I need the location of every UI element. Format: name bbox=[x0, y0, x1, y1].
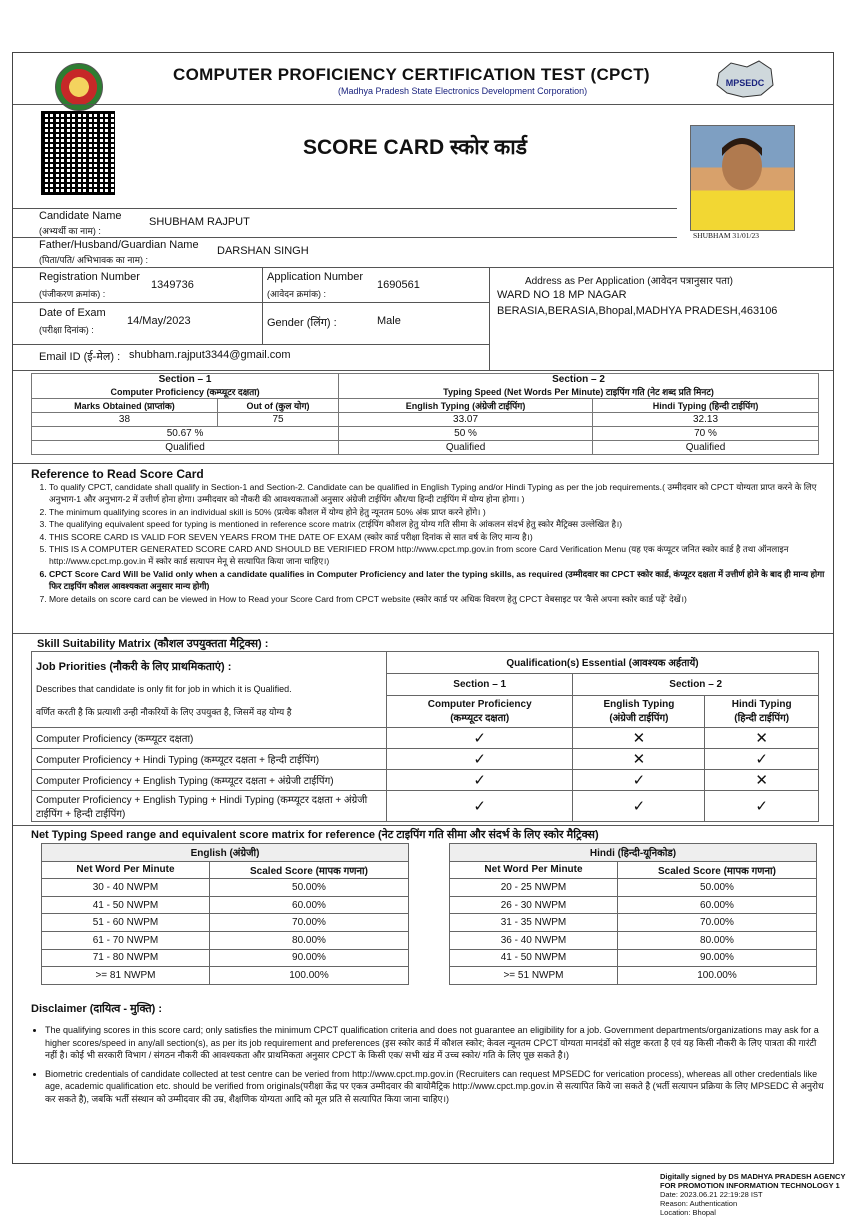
score-card-page bbox=[12, 52, 834, 1164]
candidate-photo bbox=[690, 125, 795, 231]
disclaimer-list bbox=[31, 1024, 827, 1106]
wpm-cell: 41 - 50 NWPM bbox=[42, 896, 210, 914]
score-cell: 100.00% bbox=[209, 967, 408, 985]
skill-row-label: Computer Proficiency + English Typing + Hindi Typing (कम्प्यूटर दक्षता + अंग्रेजी टाईपिंग + हिन्दी टाईपिंग) bbox=[32, 791, 387, 822]
skill-matrix-table bbox=[31, 651, 819, 822]
wpm-cell: >= 81 NWPM bbox=[42, 967, 210, 985]
english-status: Qualified bbox=[339, 441, 593, 455]
score-cell: 50.00% bbox=[209, 879, 408, 897]
marks-obtained: 38 bbox=[32, 413, 218, 427]
score-cell: 60.00% bbox=[209, 896, 408, 914]
score-cell: 90.00% bbox=[209, 949, 408, 967]
hindi-table-title: Hindi (हिन्दी-यूनिकोड) bbox=[450, 844, 817, 862]
table-row bbox=[42, 967, 409, 985]
wpm-cell: 30 - 40 NWPM bbox=[42, 879, 210, 897]
reference-list-wrap bbox=[31, 481, 827, 605]
section-1-status: Qualified bbox=[32, 441, 339, 455]
score-cell: 60.00% bbox=[617, 896, 816, 914]
english-speed: 33.07 bbox=[339, 413, 593, 427]
score-cell: 80.00% bbox=[209, 931, 408, 949]
divider bbox=[13, 344, 489, 345]
date-label-hi: (परीक्षा दिनांक) : bbox=[39, 325, 94, 335]
hindi-status: Qualified bbox=[593, 441, 819, 455]
name-label: Candidate Name bbox=[39, 210, 122, 222]
english-typing-header: English Typing (अंग्रेजी टाईपिंग) bbox=[339, 399, 593, 413]
wpm-cell: 36 - 40 NWPM bbox=[450, 931, 618, 949]
score-cell: 90.00% bbox=[617, 949, 816, 967]
table-row bbox=[32, 791, 819, 822]
section-1-title: Section – 1 bbox=[158, 374, 212, 385]
cross-icon: ✕ bbox=[705, 770, 819, 791]
check-icon: ✓ bbox=[387, 728, 573, 749]
name-label-hi: (अभ्यर्थी का नाम) : bbox=[39, 226, 101, 236]
gender-label: Gender (लिंग) : bbox=[267, 317, 337, 329]
skill-title: Skill Suitability Matrix (कौशल उपयुक्तता मैट्रिक्स) : bbox=[37, 638, 269, 650]
table-row bbox=[42, 896, 409, 914]
cross-icon: ✕ bbox=[573, 749, 705, 770]
signature-line: Digitally signed by DS MADHYA PRADESH AGENCY bbox=[660, 1172, 846, 1181]
skill-section-1: Section – 1 bbox=[387, 673, 573, 695]
wpm-cell: 71 - 80 NWPM bbox=[42, 949, 210, 967]
mpsedc-logo-text: MPSEDC bbox=[725, 78, 765, 88]
candidate-name: SHUBHAM RAJPUT bbox=[149, 216, 250, 228]
score-header: Scaled Score (मापक गणना) bbox=[617, 861, 816, 879]
skill-row-label: Computer Proficiency + English Typing (कम्प्यूटर दक्षता + अंग्रेजी टाईपिंग) bbox=[32, 770, 387, 791]
section-2-subtitle: Typing Speed (Net Words Per Minute) टाइपिंग गति (नेट शब्द प्रति मिनट) bbox=[443, 387, 714, 397]
hindi-speed: 32.13 bbox=[593, 413, 819, 427]
person-icon bbox=[691, 126, 794, 230]
wpm-cell: 31 - 35 NWPM bbox=[450, 914, 618, 932]
qr-code-icon bbox=[41, 111, 115, 195]
table-row bbox=[450, 879, 817, 897]
check-icon: ✓ bbox=[705, 749, 819, 770]
father-name: DARSHAN SINGH bbox=[217, 245, 309, 257]
signature-line: Reason: Authentication bbox=[660, 1199, 738, 1208]
section-1-percent: 50.67 % bbox=[32, 427, 339, 441]
skill-section-2: Section – 2 bbox=[573, 673, 819, 695]
address-line-2: BERASIA,BERASIA,Bhopal,MADHYA PRADESH,463106 bbox=[497, 305, 778, 317]
section-2-title: Section – 2 bbox=[552, 374, 605, 385]
section-1-subtitle: Computer Proficiency (कम्प्यूटर दक्षता) bbox=[110, 387, 260, 397]
signature-line: Date: 2023.06.21 22:19:28 IST bbox=[660, 1190, 763, 1199]
table-row bbox=[450, 896, 817, 914]
col2-label-hi: (अंग्रेजी टाईपिंग) bbox=[609, 712, 669, 724]
wpm-cell: 41 - 50 NWPM bbox=[450, 949, 618, 967]
outof-header: Out of (कुल योग) bbox=[217, 399, 338, 413]
hindi-score-table bbox=[449, 843, 817, 985]
reference-item: 3. The qualifying equivalent speed for typing is mentioned in reference score matrix (टाईपिंग कौशल हेतु योग्य गति सीमा के आंकलन संदर्भ हेतु स्कोर मैट्रिक्स उल्लेखित है।) bbox=[49, 518, 827, 530]
wpm-cell: 26 - 30 NWPM bbox=[450, 896, 618, 914]
divider bbox=[13, 825, 833, 826]
reference-list bbox=[31, 481, 827, 605]
reference-item: 6. CPCT Score Card Will be Valid only when a candidate qualifies in Computer Proficiency and later the typing skills, as required (उम्मीदवार का CPCT स्कोर कार्ड, कंप्यूटर दक्षता में उत्तीर्ण होने के बाद ही मान्य होगा फिर टाइपिंग कौशल आवश्यकता अनुसार मान्य होगी) bbox=[49, 568, 827, 593]
score-cell: 100.00% bbox=[617, 967, 816, 985]
address-line-1: WARD NO 18 MP NAGAR bbox=[497, 289, 627, 301]
check-icon: ✓ bbox=[387, 749, 573, 770]
signature-line: Location: Bhopal bbox=[660, 1208, 716, 1217]
table-row bbox=[42, 879, 409, 897]
date-label: Date of Exam bbox=[39, 307, 106, 319]
check-icon: ✓ bbox=[387, 791, 573, 822]
divider bbox=[262, 267, 263, 345]
application-number: 1690561 bbox=[377, 279, 420, 291]
app-label-hi: (आवेदन क्रमांक) : bbox=[267, 289, 327, 299]
disclaimer-title: Disclaimer (दायित्व - मुक्ति) : bbox=[31, 1003, 163, 1015]
signature-line: FOR PROMOTION INFORMATION TECHNOLOGY 1 bbox=[660, 1181, 840, 1190]
table-row bbox=[450, 931, 817, 949]
cross-icon: ✕ bbox=[573, 728, 705, 749]
address-label: Address as Per Application (आवेदन पत्रानुसार पता) bbox=[525, 276, 733, 287]
table-row bbox=[42, 931, 409, 949]
table-row bbox=[450, 967, 817, 985]
wpm-cell: >= 51 NWPM bbox=[450, 967, 618, 985]
reference-item: 2. The minimum qualifying scores in an individual skill is 50% (प्रत्येक कौशल में योग्य होने हेतु न्यूनतम 50% अंक प्राप्त करने होंगे। ) bbox=[49, 506, 827, 518]
score-cell: 80.00% bbox=[617, 931, 816, 949]
job-priorities-desc: Describes that candidate is only fit for job in which it is Qualified. bbox=[36, 684, 292, 694]
wpm-cell: 61 - 70 NWPM bbox=[42, 931, 210, 949]
table-row bbox=[32, 770, 819, 791]
reference-section bbox=[31, 467, 827, 605]
table-row bbox=[42, 949, 409, 967]
father-label-hi: (पिता/पति/ अभिभावक का नाम) : bbox=[39, 255, 149, 265]
reference-item: 5. THIS IS A COMPUTER GENERATED SCORE CARD AND SHOULD BE VERIFIED FROM http://www.cpct.mp.gov.in from score Card Verification Menu (यह एक कंप्यूटर जनित स्कोर कार्ड है तथा ऑनलाइन http://www.cpct.mp.gov.in में स्कोर कार्ड सत्यापन मेनू से सत्यापित किया जाना चाहिए।) bbox=[49, 543, 827, 568]
wpm-cell: 51 - 60 NWPM bbox=[42, 914, 210, 932]
wpm-header: Net Word Per Minute bbox=[42, 861, 210, 879]
disclaimer-item: • The qualifying scores in this score card; only satisfies the minimum CPCT qualification criteria and does not guarantee an eligibility for a job. Government departments/organizations may ask for a higher scores/speed in any/all section(s), as per its job requirement and preferences (इस स्कोर कार्ड में कौशल स्कोर; केवल न्यूनतम CPCT योग्यता मानदंडों को संतुष्ट करता है एवं यह किसी नौकरी के लिए पात्रता की गारंटी नहीं है। कोई भी सरकारी विभाग / संगठन नौकरी की आवश्यकता और प्राथमिकता अनुसार CPCT के किसी एक/ सभी खंड में उच्च स्कोर/ गति के लिए पूछ सकते है।) bbox=[45, 1024, 827, 1062]
qualification-title: Qualification(s) Essential (आवश्यक अर्हतायें) bbox=[387, 652, 819, 674]
score-cell: 70.00% bbox=[617, 914, 816, 932]
divider bbox=[13, 463, 833, 464]
exam-date: 14/May/2023 bbox=[127, 315, 191, 327]
job-priorities-desc-hi: वर्णित करती है कि प्रत्याशी उन्ही नौकरियों के लिए उपयुक्त है, जिसमें वह योग्य है bbox=[32, 695, 387, 728]
table-row bbox=[32, 749, 819, 770]
english-table-title: English (अंग्रेजी) bbox=[42, 844, 409, 862]
divider bbox=[13, 267, 833, 268]
divider bbox=[13, 633, 833, 634]
english-percent: 50 % bbox=[339, 427, 593, 441]
skill-row-label: Computer Proficiency + Hindi Typing (कम्प्यूटर दक्षता + हिन्दी टाईपिंग) bbox=[32, 749, 387, 770]
table-row bbox=[450, 949, 817, 967]
score-cell: 70.00% bbox=[209, 914, 408, 932]
reference-title: Reference to Read Score Card bbox=[31, 467, 204, 481]
divider bbox=[13, 208, 677, 209]
father-label: Father/Husband/Guardian Name bbox=[39, 239, 199, 251]
check-icon: ✓ bbox=[387, 770, 573, 791]
divider bbox=[13, 302, 489, 303]
col1-label: Computer Proficiency bbox=[427, 698, 532, 710]
check-icon: ✓ bbox=[573, 791, 705, 822]
reg-label-hi: (पंजीकरण क्रमांक) : bbox=[39, 289, 106, 299]
score-card-title: SCORE CARD स्कोर कार्ड bbox=[303, 136, 527, 159]
photo-caption: SHUBHAM 31/01/23 bbox=[693, 231, 760, 240]
wpm-cell: 20 - 25 NWPM bbox=[450, 879, 618, 897]
gender-value: Male bbox=[377, 315, 401, 327]
divider bbox=[13, 237, 677, 238]
marks-out-of: 75 bbox=[217, 413, 338, 427]
skill-row-label: Computer Proficiency (कम्प्यूटर दक्षता) bbox=[32, 728, 387, 749]
col3-label-hi: (हिन्दी टाईपिंग) bbox=[734, 712, 790, 724]
digital-signature bbox=[660, 1172, 845, 1217]
hindi-typing-header: Hindi Typing (हिन्दी टाईपिंग) bbox=[593, 399, 819, 413]
reg-label: Registration Number bbox=[39, 271, 140, 283]
mpsedc-logo-icon bbox=[713, 59, 777, 101]
col3-label: Hindi Typing bbox=[731, 698, 792, 710]
divider bbox=[13, 370, 833, 371]
app-label: Application Number bbox=[267, 271, 363, 283]
divider bbox=[13, 104, 833, 105]
reference-item: 7. More details on score card can be viewed in How to Read your Score Card from CPCT website (स्कोर कार्ड पर अधिक विवरण हेतु CPCT वेबसाइट पर 'कैसे अपना स्कोर कार्ड पढ़ें' देखें।) bbox=[49, 593, 827, 605]
job-priorities-title: Job Priorities (नौकरी के लिए प्राथमिकताएं) : bbox=[36, 661, 232, 673]
header-subtitle: (Madhya Pradesh State Electronics Development Corporation) bbox=[338, 86, 588, 96]
email-label: Email ID (ई-मेल) : bbox=[39, 351, 121, 363]
divider bbox=[489, 267, 490, 370]
wpm-header: Net Word Per Minute bbox=[450, 861, 618, 879]
net-speed-title: Net Typing Speed range and equivalent score matrix for reference (नेट टाइपिंग गति सीमा और संदर्भ के लिए स्कोर मैट्रिक्स) bbox=[31, 829, 599, 841]
disclaimer-item: • Biometric credentials of candidate collected at test centre can be veried from http://www.cpct.mp.gov.in (Recruiters can request MPSEDC for verication process), whereas all other credentials like age, academic qualification etc. should be verified from originals(परीक्षा केंद्र पर एकत्र उम्मीदवार की बायोमैट्रिक http://www.cpct.mp.gov.in से सत्यापित किये जा सकते है (भर्ती सत्यापन प्रक्रिया के लिए MPSEDC से अनुरोध कर सकते है), जबकि भर्ती संस्थान को उम्मीदवार की उम्र, शैक्षणिक योग्यता आदि को मूल प्रति से सत्यापित किया जाना चाहिए।) bbox=[45, 1068, 827, 1106]
score-cell: 50.00% bbox=[617, 879, 816, 897]
table-row bbox=[32, 728, 819, 749]
col1-label-hi: (कम्प्यूटर दक्षता) bbox=[450, 712, 510, 724]
email-value: shubham.rajput3344@gmail.com bbox=[129, 349, 291, 361]
marks-header: Marks Obtained (प्राप्तांक) bbox=[32, 399, 218, 413]
check-icon: ✓ bbox=[705, 791, 819, 822]
table-row bbox=[42, 914, 409, 932]
table-row bbox=[450, 914, 817, 932]
reference-item: 4. THIS SCORE CARD IS VALID FOR SEVEN YEARS FROM THE DATE OF EXAM (स्कोर कार्ड परीक्षा दिनांक से सात वर्ष के लिए मान्य है।) bbox=[49, 531, 827, 543]
hindi-percent: 70 % bbox=[593, 427, 819, 441]
check-icon: ✓ bbox=[573, 770, 705, 791]
header-title: COMPUTER PROFICIENCY CERTIFICATION TEST (CPCT) bbox=[173, 65, 650, 84]
disclaimer-section bbox=[31, 1001, 827, 1106]
cross-icon: ✕ bbox=[705, 728, 819, 749]
registration-number: 1349736 bbox=[151, 279, 194, 291]
english-score-table bbox=[41, 843, 409, 985]
marks-table bbox=[31, 373, 819, 455]
reference-item: 1. To qualify CPCT, candidate shall qualify in Section-1 and Section-2. Candidate can be qualified in English Typing and/or Hindi Typing as per the job requirements.( उम्मीदवार को CPCT योग्यता प्राप्त करने के लिए अनुभाग-1 और अनुभाग-2 में उत्तीर्ण होना होगा। उम्मीदवार को नौकरी की आवश्यकताओं अनुसार अंग्रेजी टाईपिंग और/या हिन्दी टाईपिंग में योग्य होना होगा। ) bbox=[49, 481, 827, 506]
disclaimer-list-wrap bbox=[31, 1024, 827, 1106]
col2-label: English Typing bbox=[603, 698, 675, 710]
score-header: Scaled Score (मापक गणना) bbox=[209, 861, 408, 879]
